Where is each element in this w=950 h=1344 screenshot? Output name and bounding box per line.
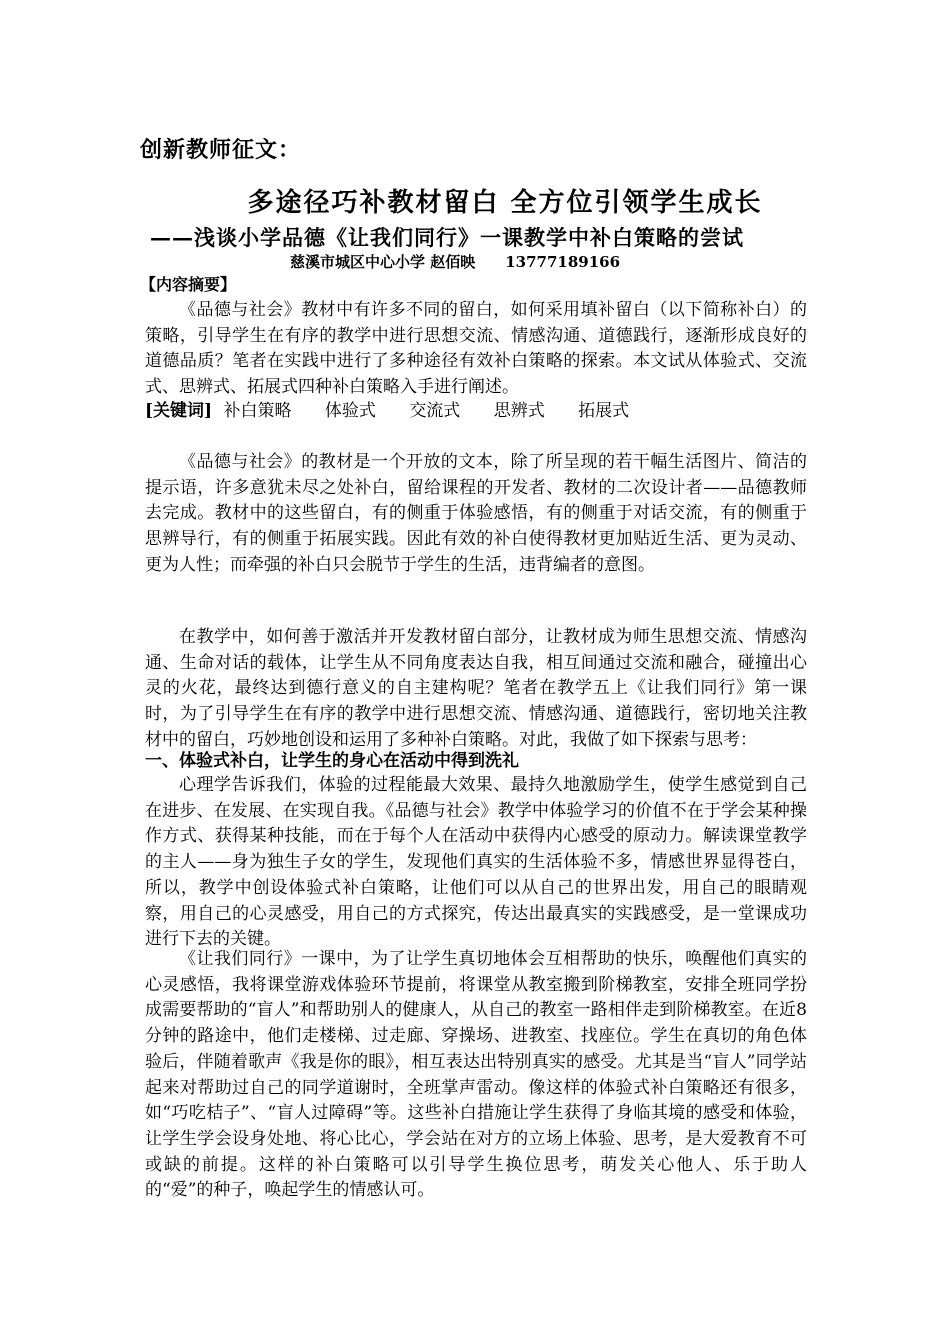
keywords-line: [145, 399, 651, 424]
section-heading: 一、体验式补白，让学生的身心在活动中得到洗礼: [145, 751, 519, 771]
author-phone: 13777189166: [505, 253, 621, 271]
keyword-item: 补白策略: [223, 401, 292, 421]
author-line: [290, 251, 620, 272]
keyword-item: 体验式: [324, 401, 376, 421]
essay-call-label: 创新教师征文：: [140, 137, 302, 163]
keyword-item: 拓展式: [578, 401, 630, 421]
body-paragraph: 在教学中，如何善于激活并开发教材留白部分，让教材成为师生思想交流、情感沟通、生命对话的载体，让学生从不同角度表达自我，相互间通过交流和融合，碰撞出心灵的火花，最终达到德行意义的自主建构呢？笔者在教学五上《让我们同行》第一课时，为了引导学生在有序的教学中进行思想交流、情感沟通、道德践行，密切地关注教材中的留白，巧妙地创设和运用了多种补白策略。对此，我做了如下探索与思考：: [145, 627, 807, 750]
body-paragraph: 《让我们同行》一课中，为了让学生真切地体会互相帮助的快乐，唤醒他们真实的心灵感悟，我将课堂游戏体验环节提前，将课堂从教室搬到阶梯教室，安排全班同学扮成需要帮助的“盲人”和帮助别人的健康人，从自己的教室一路相伴走到阶梯教室。在近8分钟的路途中，他们走楼梯、过走廊、穿操场、进教室、找座位。学生在真切的角色体验后，伴随着歌声《我是你的眼》，相互表达出特别真实的感受。尤其是当“盲人”同学站起来对帮助过自己的同学道谢时，全班掌声雷动。像这样的体验式补白策略还有很多，如“巧吃桔子”、“盲人过障碍”等。这些补白措施让学生获得了身临其境的感受和体验，让学生学会设身处地、将心比心，学会站在对方的立场上体验、思考，是大爱教育不可或缺的前提。这样的补白策略可以引导学生换位思考，萌发关心他人、乐于助人的“爱”的种子，唤起学生的情感认可。: [145, 949, 807, 1201]
abstract-body: 《品德与社会》教材中有许多不同的留白，如何采用填补留白（以下简称补白）的策略，引导学生在有序的教学中进行思想交流、情感沟通、道德践行，逐渐形成良好的道德品质？笔者在实践中进行了多种途径有效补白策略的探索。本文试从体验式、交流式、思辨式、拓展式四种补白策略入手进行阐述。: [145, 300, 807, 398]
body-paragraph: 心理学告诉我们，体验的过程能最大效果、最持久地激励学生，使学生感觉到自己在进步、在发展、在实现自我。《品德与社会》教学中体验学习的价值不在于学会某种操作方式、获得某种技能，而在于每个人在活动中获得内心感受的原动力。解读课堂教学的主人——身为独生子女的学生，发现他们真实的生活体验不多，情感世界显得苍白，所以，教学中创设体验式补白策略，让他们可以从自己的世界出发，用自己的眼睛观察，用自己的心灵感受，用自己的方式探究，传达出最真实的实践感受，是一堂课成功进行下去的关键。: [145, 775, 807, 950]
keyword-item: 交流式: [409, 401, 461, 421]
body-paragraph: 《品德与社会》的教材是一个开放的文本，除了所呈现的若干幅生活图片、简洁的提示语，许多意犹未尽之处补白，留给课程的开发者、教材的二次设计者——品德教师去完成。教材中的这些留白，有的侧重于体验感悟，有的侧重于对话交流，有的侧重于思辨导行，有的侧重于拓展实践。因此有效的补白使得教材更加贴近生活、更为灵动、更为人性；而牵强的补白只会脱节于学生的生活，违背编者的意图。: [145, 452, 807, 575]
keyword-item: 思辨式: [493, 401, 545, 421]
subtitle: ——浅谈小学品德《让我们同行》一课教学中补白策略的尝试: [150, 225, 744, 250]
main-title: 多途径巧补教材留白 全方位引领学生成长: [247, 188, 763, 218]
author-name: 慈溪市城区中心小学 赵佰映: [290, 253, 476, 271]
abstract-heading: 【内容摘要】: [140, 275, 237, 294]
keywords-label: [关键词]: [145, 401, 213, 421]
